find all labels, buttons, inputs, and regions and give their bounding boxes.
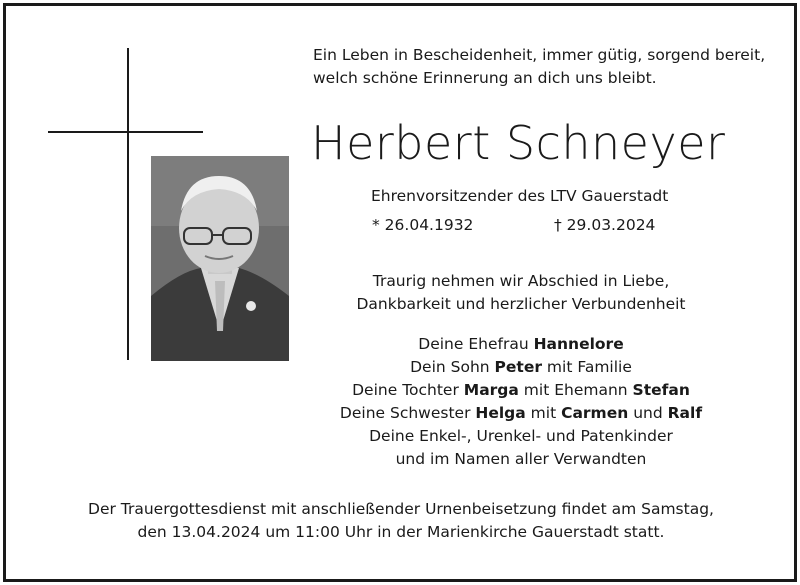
funeral-service-info	[46, 498, 756, 544]
mourner-text: Deine Ehefrau	[418, 335, 534, 353]
mourner-name: Stefan	[632, 381, 690, 399]
mourner-text: mit Familie	[542, 358, 632, 376]
mourner-text: Deine Enkel-, Urenkel- und Patenkinder	[369, 427, 673, 445]
mourner-line	[301, 333, 741, 356]
cross-icon	[127, 48, 129, 360]
mourner-name: Ralf	[667, 404, 703, 422]
mourner-text: Deine Schwester	[339, 404, 476, 422]
death-date: † 29.03.2024	[554, 216, 656, 234]
mourner-line	[301, 425, 741, 448]
birth-date: * 26.04.1932	[372, 216, 474, 234]
cross-icon-bar	[48, 131, 203, 133]
memorial-quote	[313, 44, 773, 90]
mourner-text: und im Namen aller Verwandten	[395, 450, 647, 468]
mourner-name: Carmen	[561, 404, 629, 422]
mourner-text: mit Ehemann	[518, 381, 633, 399]
obituary-notice	[3, 3, 797, 582]
mourners-list	[301, 333, 741, 471]
farewell-line-1: Traurig nehmen wir Abschied in Liebe,	[372, 272, 670, 290]
mourner-text: mit	[525, 404, 562, 422]
quote-line-1: Ein Leben in Bescheidenheit, immer gütig, sorgend bereit,	[313, 46, 766, 64]
mourner-text: Deine Tochter	[352, 381, 464, 399]
mourner-line	[301, 379, 741, 402]
farewell-line-2: Dankbarkeit und herzlicher Verbundenheit	[356, 295, 686, 313]
mourner-line	[301, 448, 741, 471]
mourner-name: Hannelore	[533, 335, 624, 353]
service-line-1: Der Trauergottesdienst mit anschließender Urnenbeisetzung findet am Samstag,	[88, 500, 714, 518]
mourner-line	[301, 402, 741, 425]
mourner-name: Marga	[463, 381, 519, 399]
mourner-line	[301, 356, 741, 379]
deceased-name: Herbert Schneyer	[311, 116, 726, 170]
mourner-name: Peter	[494, 358, 542, 376]
deceased-role: Ehrenvorsitzender des LTV Gauerstadt	[371, 187, 669, 205]
quote-line-2: welch schöne Erinnerung an dich uns bleibt.	[313, 69, 657, 87]
mourner-text: Dein Sohn	[410, 358, 495, 376]
mourner-text: und	[628, 404, 668, 422]
service-line-2: den 13.04.2024 um 11:00 Uhr in der Marienkirche Gauerstadt statt.	[137, 523, 665, 541]
farewell-text	[301, 270, 741, 316]
mourner-name: Helga	[475, 404, 526, 422]
portrait-photo	[151, 156, 289, 361]
